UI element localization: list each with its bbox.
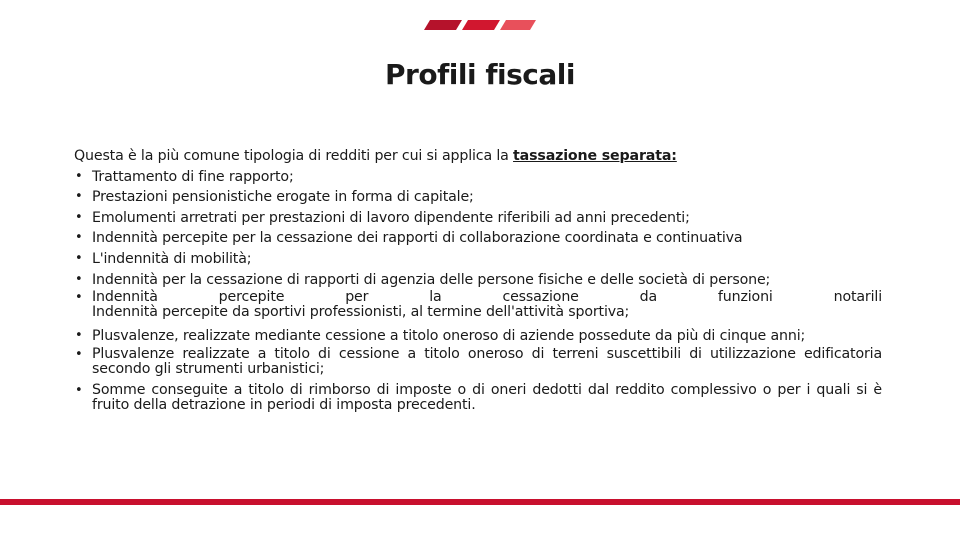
logo-bars	[424, 20, 536, 30]
slide-body	[74, 146, 882, 419]
list-item	[74, 383, 882, 413]
list-item	[74, 167, 882, 188]
list-item-text: Indennità percepite da sportivi professionisti, al termine dell'attività sportiva;	[92, 304, 630, 321]
list-item-text: Plusvalenze realizzate a titolo di cessione a titolo oneroso di terreni suscettibili di utilizzazione edificatoria secondo gli strumenti urbanistici;	[92, 345, 882, 377]
list-item	[74, 290, 882, 320]
list-item	[74, 187, 882, 208]
list-item-text: Indennità percepite per la cessazione dei rapporti di collaborazione coordinata e continuativa	[92, 230, 743, 247]
list-item	[74, 228, 882, 249]
intro-emphasis: tassazione separata:	[513, 148, 677, 164]
list-item	[74, 208, 882, 229]
bullet-list	[74, 167, 882, 413]
list-item-text: Trattamento di fine rapporto;	[92, 168, 294, 185]
list-item	[74, 326, 882, 347]
list-item	[74, 249, 882, 270]
list-item-text: Emolumenti arretrati per prestazioni di lavoro dipendente riferibili ad anni precedenti;	[92, 209, 690, 226]
logo-bar-1	[424, 20, 462, 30]
intro-text	[74, 146, 882, 167]
page-title: Profili fiscali	[385, 58, 575, 91]
intro-prefix: Questa è la più comune tipologia di redditi per cui si applica la	[74, 148, 514, 164]
list-item-text: Somme conseguite a titolo di rimborso di imposte o di oneri dedotti dal reddito complessivo o per i quali si è fruito della detrazione in periodi di imposta precedenti.	[92, 381, 882, 413]
list-item	[74, 270, 882, 291]
list-item-text: Plusvalenze, realizzate mediante cessione a titolo oneroso di aziende possedute da più di cinque anni;	[92, 328, 806, 345]
list-item	[74, 347, 882, 377]
list-item-text: • Indennità percepite per la cessazione da funzioni notarili	[92, 289, 882, 306]
logo-bar-2	[462, 20, 500, 30]
list-item-text: Prestazioni pensionistiche erogate in forma di capitale;	[92, 189, 474, 206]
footer-accent-line	[0, 499, 960, 505]
list-item-text: Indennità per la cessazione di rapporti di agenzia delle persone fisiche e delle società di persone;	[92, 271, 771, 288]
list-item-text: L'indennità di mobilità;	[92, 250, 252, 267]
logo-bar-3	[500, 20, 536, 30]
